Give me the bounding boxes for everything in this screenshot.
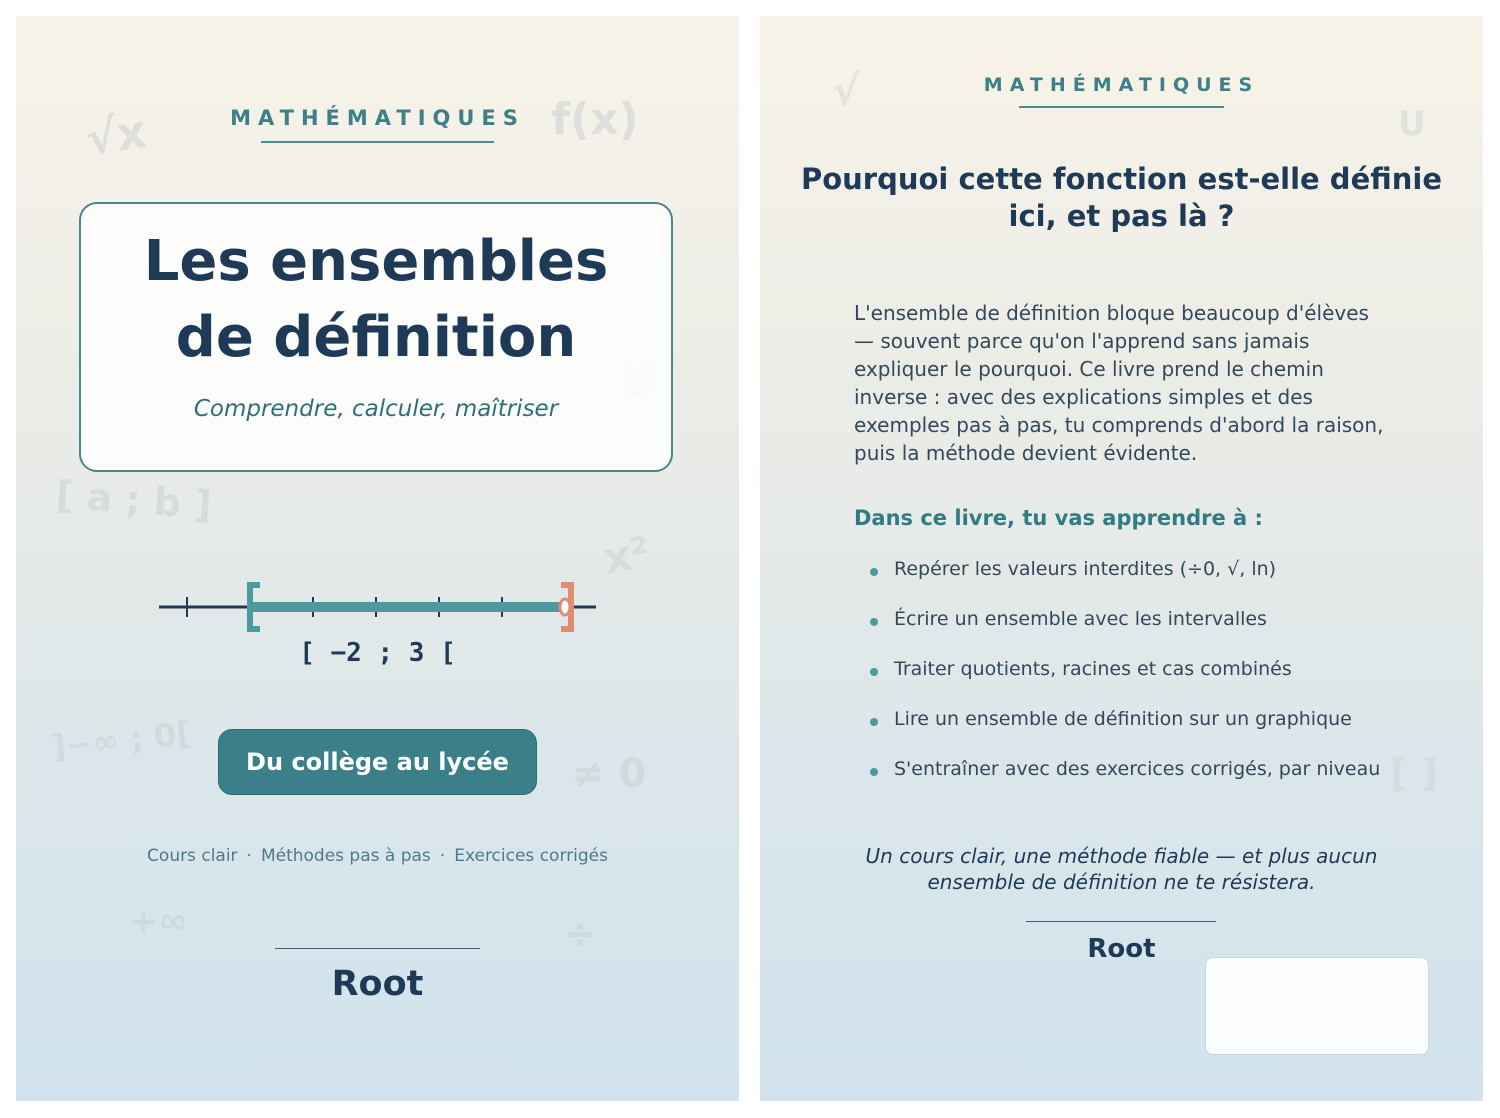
list-item (870, 758, 1380, 808)
list-item-text: Repérer les valeurs interdites (÷0, √, ln) (894, 558, 1277, 580)
kicker-underline (1019, 106, 1224, 108)
list-item-text: Lire un ensemble de définition sur un graphique (894, 708, 1352, 730)
deco-brackets: [ ] (1390, 751, 1438, 795)
list-item-text: S'entraîner avec des exercices corrigés, par niveau (894, 758, 1381, 780)
feature-separator: · (439, 846, 446, 866)
bullet-icon (870, 718, 878, 726)
features-line (16, 846, 739, 866)
kicker-underline (261, 141, 494, 143)
title-box (79, 202, 673, 472)
list-item (870, 708, 1380, 758)
subject-kicker: MATHÉMATIQUES (983, 74, 1260, 96)
level-badge: Du collège au lycée (218, 729, 537, 795)
feature-exercices: Exercices corrigés (454, 846, 608, 866)
list-item (870, 558, 1380, 608)
number-line-illustration (156, 571, 606, 637)
deco-union: U (1398, 104, 1426, 144)
publisher-rule (275, 948, 480, 949)
deco-plus-infinity: +∞ (128, 901, 189, 942)
bullet-icon (870, 618, 878, 626)
deco-sqrt-x: √x (82, 104, 150, 166)
list-item (870, 608, 1380, 658)
learn-list (870, 558, 1380, 808)
bullet-icon (870, 668, 878, 676)
feature-methodes: Méthodes pas à pas (260, 846, 431, 866)
feature-separator: · (246, 846, 252, 866)
title-line-2: de définition (175, 305, 577, 370)
open-endpoint-dot (560, 599, 570, 615)
deco-sqrt: √ (832, 66, 861, 115)
deco-x-squared: x² (600, 527, 654, 584)
feature-cours: Cours clair (147, 846, 238, 866)
deco-divide: ÷ (563, 911, 597, 957)
barcode-placeholder (1205, 957, 1429, 1055)
deco-interval-ab: [ a ; b ] (54, 472, 214, 528)
list-item-text: Traiter quotients, racines et cas combinés (894, 658, 1292, 680)
deco-fx: f(x) (551, 94, 639, 145)
book-title (81, 224, 671, 376)
book-subtitle: Comprendre, calculer, maîtriser (193, 396, 559, 422)
publisher-name: Root (331, 964, 424, 1004)
back-question: Pourquoi cette fonction est-elle définie ici, et pas là ? (800, 162, 1442, 233)
interval-notation: [ −2 ; 3 [ (299, 638, 456, 668)
learn-heading: Dans ce livre, tu vas apprendre à : (854, 506, 1263, 530)
publisher-rule (1026, 921, 1216, 922)
publisher-name: Root (1087, 934, 1156, 964)
back-intro: L'ensemble de définition bloque beaucoup d'élèves — souvent parce qu'on l'apprend sans jamais expliquer le pourquoi. Ce livre prend le chemin inverse : avec des explications simples et des exemples pas à pas, tu comprends d'abord la raison, puis la méthode devient évidente. (854, 301, 1384, 465)
front-cover (16, 16, 739, 1101)
title-line-1: Les ensembles (143, 229, 609, 294)
bullet-icon (870, 768, 878, 776)
back-cover (760, 16, 1483, 1101)
subject-kicker: MATHÉMATIQUES (230, 106, 525, 130)
deco-minus-infinity-interval: ]−∞ ; 0[ (49, 713, 193, 767)
list-item-text: Écrire un ensemble avec les intervalles (894, 608, 1267, 630)
bullet-icon (870, 568, 878, 576)
deco-not-zero: ≠ 0 (571, 751, 647, 797)
list-item (870, 658, 1380, 708)
closing-statement: Un cours clair, une méthode fiable — et plus aucun ensemble de définition ne te résistera. (865, 844, 1378, 894)
